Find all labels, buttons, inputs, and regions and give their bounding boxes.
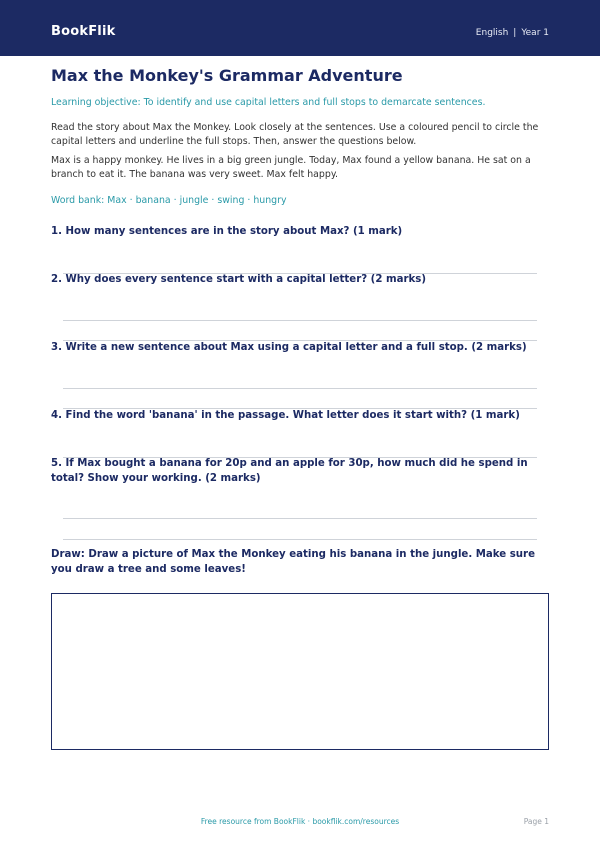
brand-logo: BookFlik — [51, 24, 116, 39]
question-2: 2. Why does every sentence start with a capital letter? (2 marks) — [51, 274, 426, 285]
learning-objective: Learning objective: To identify and use capital letters and full stops to demarcate sentences. — [51, 97, 486, 108]
page-number: Page 1 — [523, 817, 549, 826]
question-1: 1. How many sentences are in the story about Max? (1 mark) — [51, 226, 403, 237]
answer-line-3a[interactable] — [63, 388, 537, 389]
page-title: Max the Monkey's Grammar Adventure — [51, 66, 403, 85]
story-text: Max is a happy monkey. He lives in a big green jungle. Today, Max found a yellow banana. He sat on a branch to eat it. The banana was very sweet. Max felt happy. — [51, 155, 531, 180]
answer-line-5a[interactable] — [63, 518, 537, 519]
footer-credit: Free resource from BookFlik · bookflik.com/resources — [200, 817, 400, 826]
header-bar — [0, 0, 600, 56]
answer-line-5b[interactable] — [63, 539, 537, 540]
drawing-box[interactable] — [51, 593, 549, 750]
question-3: 3. Write a new sentence about Max using a capital letter and a full stop. (2 marks) — [51, 342, 527, 353]
subject-year-label — [476, 28, 549, 38]
instructions-text: Read the story about Max the Monkey. Look closely at the sentences. Use a coloured pencil to circle the capital letters and underline the full stops. Then, answer the questions below. — [51, 122, 539, 147]
separator: | — [513, 28, 517, 38]
subject-label: English — [475, 28, 509, 38]
answer-line-2a[interactable] — [63, 320, 537, 321]
draw-prompt: Draw: Draw a picture of Max the Monkey eating his banana in the jungle. Make sure you draw a tree and some leaves! — [51, 549, 535, 575]
word-bank: Word bank: Max · banana · jungle · swing · hungry — [51, 195, 287, 206]
question-5: 5. If Max bought a banana for 20p and an apple for 30p, how much did he spend in total? Show your working. (2 marks) — [51, 458, 528, 484]
question-4: 4. Find the word 'banana' in the passage. What letter does it start with? (1 mark) — [51, 410, 520, 421]
year-label: Year 1 — [521, 28, 549, 38]
